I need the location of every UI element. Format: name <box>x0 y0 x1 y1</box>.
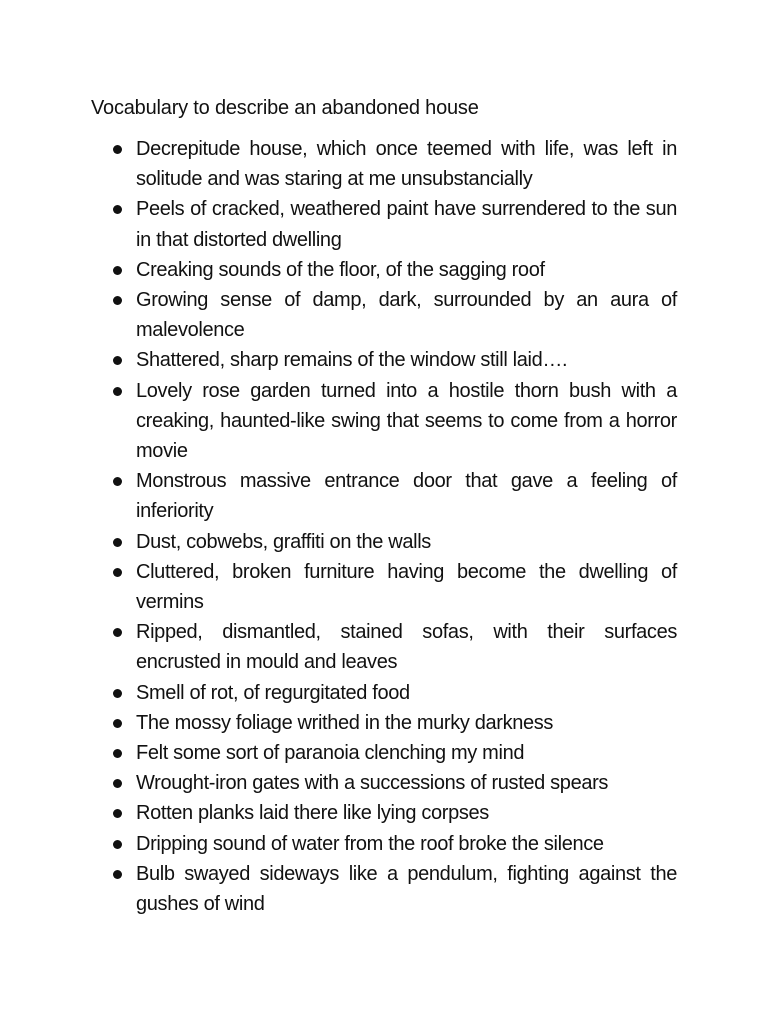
list-item-text: Cluttered, broken furniture having become the dwelling of vermins <box>136 560 677 614</box>
bullet-icon <box>113 689 122 698</box>
list-item <box>91 859 677 919</box>
list-item <box>91 768 677 798</box>
list-item <box>91 617 677 677</box>
list-item <box>91 255 677 285</box>
list-item <box>91 557 677 617</box>
bullet-icon <box>113 628 122 637</box>
list-item <box>91 527 677 557</box>
list-item <box>91 466 677 526</box>
bullet-icon <box>113 809 122 818</box>
list-item-text: Smell of rot, of regurgitated food <box>136 681 410 704</box>
list-item-text: Growing sense of damp, dark, surrounded by an aura of malevolence <box>136 289 677 342</box>
vocabulary-list <box>91 134 677 919</box>
list-item-text: Dust, cobwebs, graffiti on the walls <box>136 530 431 553</box>
bullet-icon <box>113 840 122 849</box>
bullet-icon <box>113 719 122 728</box>
list-item <box>91 345 677 375</box>
list-item-text: Felt some sort of paranoia clenching my mind <box>136 742 525 765</box>
list-item <box>91 678 677 708</box>
list-item-text: Rotten planks laid there like lying corpses <box>136 802 489 825</box>
bullet-icon <box>113 568 122 577</box>
document-title: Vocabulary to describe an abandoned house <box>91 97 479 119</box>
list-item-text: Dripping sound of water from the roof broke the silence <box>136 832 604 855</box>
bullet-icon <box>113 749 122 758</box>
bullet-icon <box>113 356 122 365</box>
bullet-icon <box>113 296 122 305</box>
list-item <box>91 285 677 345</box>
list-item <box>91 376 677 467</box>
list-item <box>91 708 677 738</box>
list-item-text: Ripped, dismantled, stained sofas, with their surfaces encrusted in mould and leaves <box>136 621 677 674</box>
list-item <box>91 798 677 828</box>
bullet-icon <box>113 870 122 879</box>
list-item-text: Wrought-iron gates with a successions of rusted spears <box>136 772 609 795</box>
bullet-icon <box>113 145 122 154</box>
bullet-icon <box>113 387 122 396</box>
list-item-text: Monstrous massive entrance door that gave a feeling of inferiority <box>136 470 677 523</box>
bullet-icon <box>113 538 122 547</box>
list-item-text: Lovely rose garden turned into a hostile thorn bush with a creaking, haunted-like swing that seems to come from a horror movie <box>136 379 677 463</box>
list-item <box>91 738 677 768</box>
list-item <box>91 194 677 254</box>
list-item-text: Decrepitude house, which once teemed with life, was left in solitude and was staring at me unsubstancially <box>136 138 677 191</box>
list-item-text: Peels of cracked, weathered paint have surrendered to the sun in that distorted dwelling <box>136 198 677 251</box>
bullet-icon <box>113 477 122 486</box>
bullet-icon <box>113 205 122 214</box>
list-item <box>91 134 677 194</box>
list-item-text: Bulb swayed sideways like a pendulum, fighting against the gushes of wind <box>136 862 677 916</box>
bullet-icon <box>113 779 122 788</box>
list-item-text: Shattered, sharp remains of the window still laid…. <box>136 349 568 372</box>
list-item-text: Creaking sounds of the floor, of the sagging roof <box>136 258 545 281</box>
list-item-text: The mossy foliage writhed in the murky darkness <box>136 711 554 734</box>
bullet-icon <box>113 266 122 275</box>
list-item <box>91 829 677 859</box>
